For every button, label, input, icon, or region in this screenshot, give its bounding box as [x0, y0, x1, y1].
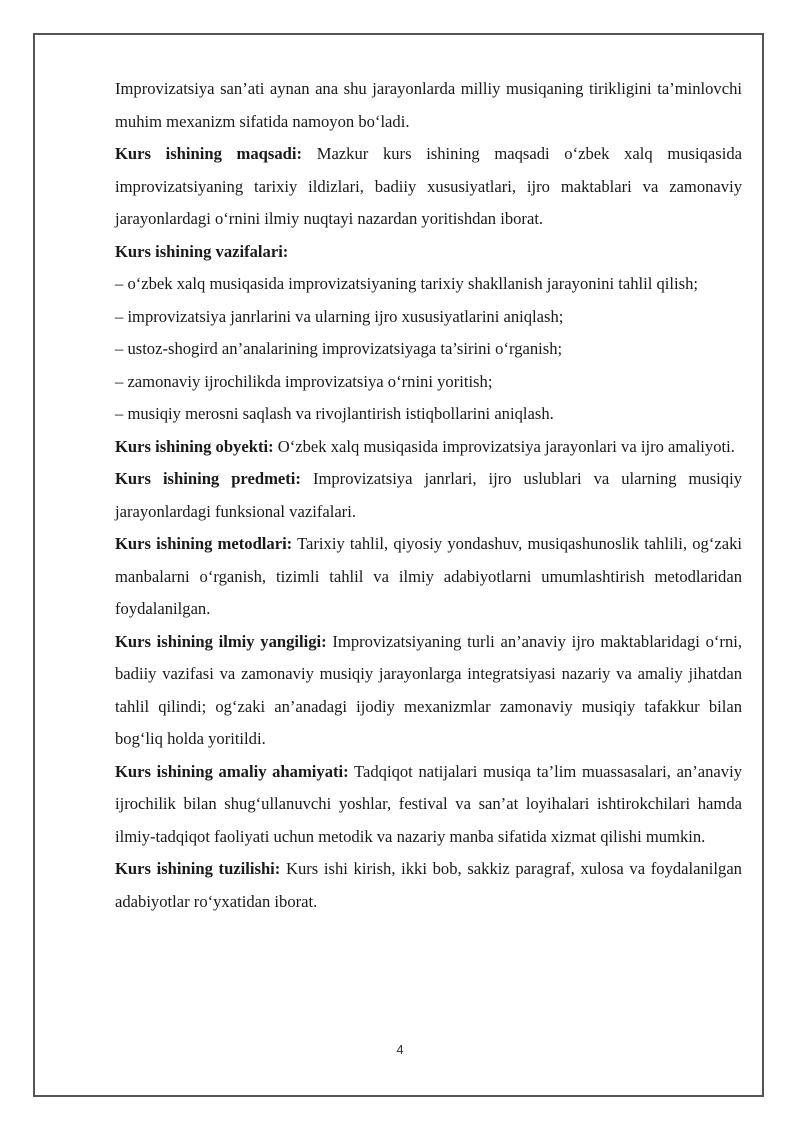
- purpose-paragraph: [115, 138, 742, 236]
- significance-label: Kurs ishining amaliy ahamiyati:: [115, 761, 349, 781]
- purpose-text: Mazkur kurs ishining maqsadi o‘zbek xalq musiqasida improvizatsiyaning tarixiy ildizlari, badiiy xususiyatlari, ijro maktablari va zamonaviy jarayonlardagi o‘rnini ilmiy nuqtayi nazardan yoritishdan iborat.: [115, 144, 742, 228]
- purpose-label: Kurs ishining maqsadi:: [115, 144, 303, 163]
- task-item: – o‘zbek xalq musiqasida improvizatsiyaning tarixiy shakllanish jarayonini tahlil qilish;: [115, 274, 698, 293]
- tasks-label: Kurs ishining vazifalari:: [115, 241, 289, 261]
- structure-text: Kurs ishi kirish, ikki bob, sakkiz paragraf, xulosa va foydalanilgan adabiyotlar ro‘yxatidan iborat.: [115, 859, 742, 911]
- object-text: O‘zbek xalq musiqasida improvizatsiya jarayonlari va ijro amaliyoti.: [273, 436, 735, 456]
- intro-paragraph: Improvizatsiya san’ati aynan ana shu jarayonlarda milliy musiqaning tirikligini ta’minlovchi muhim mexanizm sifatida namoyon bo‘ladi.: [115, 79, 742, 131]
- document-body: [115, 73, 742, 918]
- significance-text: Tadqiqot natijalari musiqa ta’lim muassasalari, an’anaviy ijrochilik bilan shug‘ullanuvchi yoshlar, festival va san’at loyihalari ishtirokchilari hamda ilmiy-tadqiqot faoliyati uchun metodik va nazariy manba sifatida xizmat qilishi mumkin.: [115, 761, 742, 846]
- subject-paragraph: [115, 463, 742, 528]
- methods-label: Kurs ishining metodlari:: [115, 534, 293, 553]
- novelty-label: Kurs ishining ilmiy yangiligi:: [115, 631, 327, 651]
- novelty-text: Improvizatsiyaning turli an’anaviy ijro maktablaridagi o‘rni, badiiy vazifasi va zamonaviy musiqiy jarayonlarga integratsiyasi nazariy va amaliy jihatdan tahlil qilindi; og‘zaki an’anadagi ijodiy mexanizmlar zamonaviy musiqiy tafakkur bilan bog‘liq holda yoritildi.: [115, 631, 742, 748]
- structure-label: Kurs ishining tuzilishi:: [115, 859, 281, 878]
- tasks-heading: [115, 236, 742, 269]
- task-item: – ustoz-shogird an’analarining improvizatsiyaga ta’sirini o‘rganish;: [115, 339, 563, 358]
- object-label: Kurs ishining obyekti:: [115, 436, 274, 456]
- methods-paragraph: [115, 528, 742, 626]
- task-item: – musiqiy merosni saqlash va rivojlantirish istiqbollarini aniqlash.: [115, 404, 554, 423]
- structure-paragraph: [115, 853, 742, 918]
- task-item: – zamonaviy ijrochilikda improvizatsiya o‘rnini yoritish;: [115, 371, 493, 391]
- subject-label: Kurs ishining predmeti:: [115, 469, 301, 488]
- task-item: – improvizatsiya janrlarini va ularning ijro xususiyatlarini aniqlash;: [115, 306, 564, 326]
- object-paragraph: [115, 431, 742, 464]
- novelty-paragraph: [115, 626, 742, 756]
- subject-text: Improvizatsiya janrlari, ijro uslublari va ularning musiqiy jarayonlardagi funksional vazifalari.: [115, 469, 743, 521]
- significance-paragraph: [115, 756, 742, 854]
- methods-text: Tarixiy tahlil, qiyosiy yondashuv, musiqashunoslik tahlili, og‘zaki manbalarni o‘rganish, tizimli tahlil va ilmiy adabiyotlarni umumlashtirish metodlaridan foydalanilgan.: [115, 534, 742, 618]
- page-number: 4: [396, 1042, 404, 1057]
